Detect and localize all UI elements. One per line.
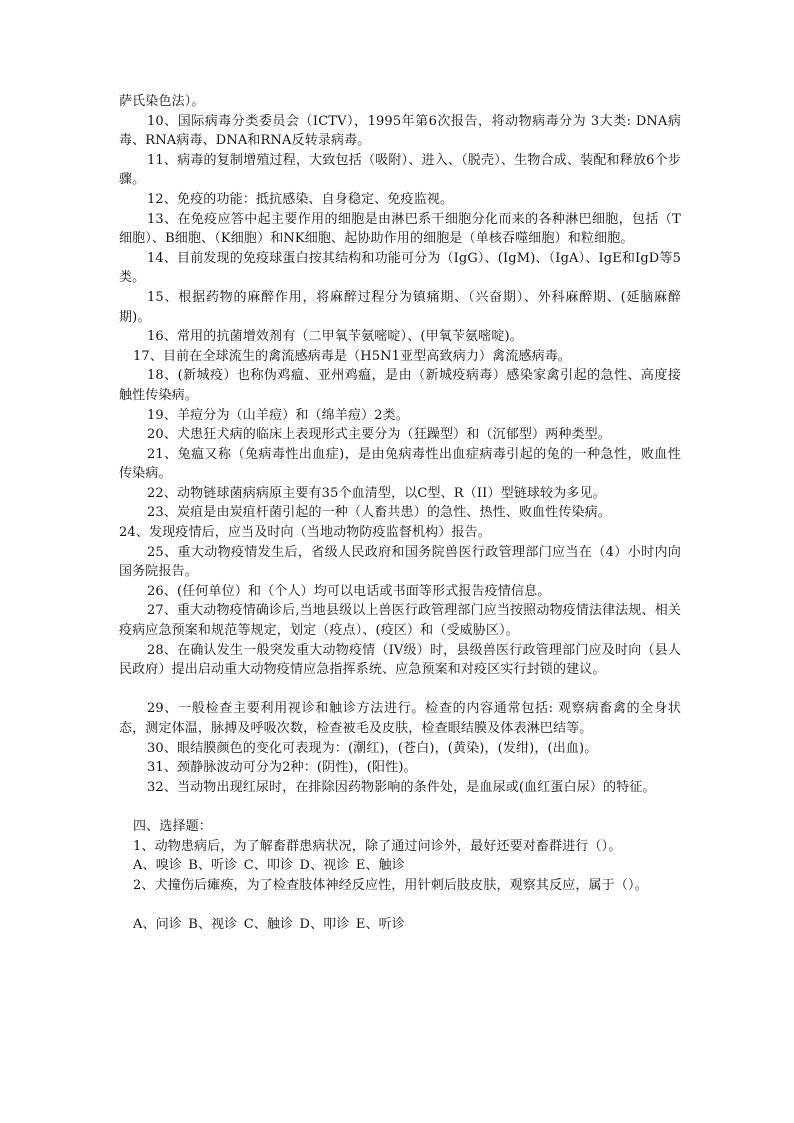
choice-question-1: 1、动物患病后，为了解畜群患病状况，除了通过问诊外，最好还要对畜群进行（）。 <box>133 838 622 854</box>
choice-options-1: A、嗅诊 B、听诊 C、叩诊 D、视诊 E、触诊 <box>133 858 405 874</box>
fill-item-19: 19、羊痘分为（山羊痘）和（绵羊痘）2类。 <box>147 407 409 423</box>
fill-item-24: 24、发现疫情后，应当及时向（当地动物防疫监督机构）报告。 <box>119 525 491 541</box>
fill-item-30: 30、眼结膜颜色的变化可表现为：(潮红)，(苍白)，(黄染)，(发绀)，(出血)。 <box>147 740 598 756</box>
section-title-choice: 四、选择题： <box>133 818 212 834</box>
fill-item-15: 15、根据药物的麻醉作用，将麻醉过程分为镇痛期、（兴奋期）、外科麻醉期、(延脑麻醉期)。 <box>119 289 681 325</box>
fill-item-29: 29、一般检查主要利用视诊和触诊方法进行。检查的内容通常包括: 观察病畜禽的全身状态，测定体温，脉搏及呼吸次数，检查被毛及皮肤，检查眼结膜及体表淋巴结等。 <box>119 701 681 736</box>
choice-question-2: 2、犬撞伤后瘫痪，为了检查肢体神经反应性，用针刺后肢皮肤，观察其反应，属于（）。 <box>133 877 648 893</box>
blank-line <box>119 680 681 700</box>
fill-item-25: 25、重大动物疫情发生后，省级人民政府和国务院兽医行政管理部门应当在（4）小时内向国务院报告。 <box>119 544 681 580</box>
fill-item-12: 12、免疫的功能：抵抗感染、自身稳定、免疫监视。 <box>147 191 454 207</box>
fill-item-14: 14、目前发现的免疫球蛋白按其结构和功能可分为（IgG）、(IgM)、（IgA）、IgE和IgD等5类。 <box>119 250 681 286</box>
fill-item-31: 31、颈静脉波动可分为2种：(阴性)，(阳性)。 <box>147 760 417 776</box>
fill-item-28: 28、在确认发生一般突发重大动物疫情（IV级）时，县级兽医行政管理部门应及时向（县人民政府）提出启动重大动物疫情应急指挥系统、应急预案和对疫区实行封锁的建议。 <box>119 642 681 678</box>
fill-item-18: 18、(新城疫）也称伪鸡瘟、亚州鸡瘟，是由（新城疫病毒）感染家禽引起的急性、高度接触性传染病。 <box>119 368 681 403</box>
fill-item-23: 23、炭疽是由炭疽杆菌引起的一种（人畜共患）的急性、热性、败血性传染病。 <box>147 505 611 521</box>
fill-item-21: 21、兔瘟又称（兔病毒性出血症)，是由兔病毒性出血症病毒引起的兔的一种急性，败血性传染病。 <box>119 446 681 482</box>
fill-item-10: 10、国际病毒分类委员会（ICTV），1995年第6次报告，将动物病毒分为 3大类: DNA病毒、RNA病毒、DNA和RNA反转录病毒。 <box>119 113 681 149</box>
blank-line <box>119 797 681 817</box>
fill-item-16: 16、常用的抗菌增效剂有（二甲氧苄氨嘧啶）、(甲氧苄氨嘧啶)。 <box>147 329 523 345</box>
choice-options-2: A、问诊 B、视诊 C、触诊 D、叩诊 E、听诊 <box>133 916 405 932</box>
fill-item-26: 26、(任何单位）和（个人）均可以电话或书面等形式报告疫情信息。 <box>147 583 551 599</box>
document-body <box>119 92 681 935</box>
fill-item-17: 17、目前在全球流生的禽流感病毒是（H5N1亚型高致病力）禽流感病毒。 <box>133 348 572 364</box>
fill-item-32: 32、当动物出现红尿时，在排除因药物影响的条件处，是血尿或(血红蛋白尿）的特征。 <box>147 779 656 795</box>
fill-item-11: 11、病毒的复制增殖过程，大致包括（吸附）、进入、（脱壳）、生物合成、装配和释放6个步骤。 <box>119 152 681 188</box>
fill-item-continuation: 萨氏染色法）。 <box>119 94 205 109</box>
fill-item-22: 22、动物链球菌病病原主要有35个血清型，以C型、R（II）型链球较为多见。 <box>147 485 606 501</box>
fill-item-20: 20、犬患狂犬病的临床上表现形式主要分为（狂躁型）和（沉郁型）两种类型。 <box>147 427 611 443</box>
fill-item-13: 13、在免疫应答中起主要作用的细胞是由淋巴系干细胞分化而来的各种淋巴细胞，包括（T细胞）、B细胞、（K细胞）和NK细胞、起协助作用的细胞是（单核吞噬细胞）和粒细胞。 <box>119 211 681 247</box>
blank-line <box>119 895 681 915</box>
fill-item-27: 27、重大动物疫情确诊后,当地县级以上兽医行政管理部门应当按照动物疫情法律法规、相关疫病应急预案和规范等规定，划定（疫点）、(疫区）和（受威胁区）。 <box>119 603 681 639</box>
